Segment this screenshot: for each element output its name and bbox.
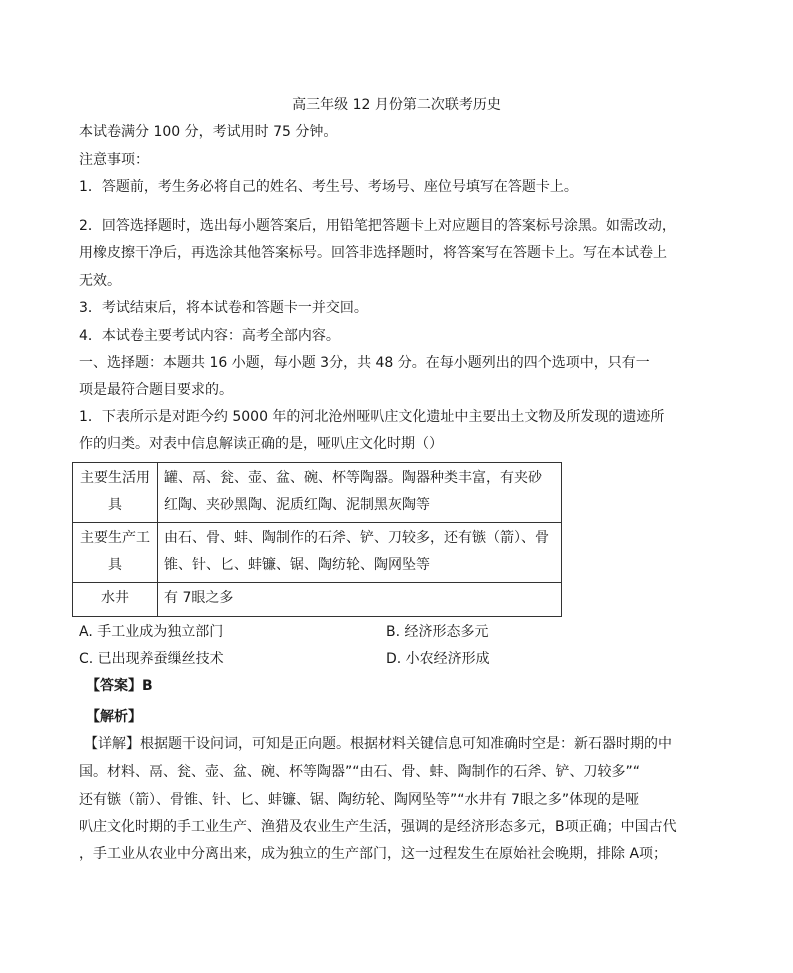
detail-line: 国。材料、鬲、瓮、壶、盆、碗、杯等陶器”“由石、骨、蚌、陶制作的石斧、铲、刀较多”“ bbox=[79, 764, 641, 780]
option-c: C. 已出现养蚕缫丝技术 bbox=[79, 651, 224, 667]
question-stem: 作的归类。对表中信息解读正确的是，哑叭庄文化时期（） bbox=[79, 436, 443, 452]
detail-line: 还有镞（箭）、骨锥、针、匕、蚌镰、锯、陶纺轮、陶网坠等”“水井有 7眼之多”体现的是哑 bbox=[79, 792, 640, 808]
notes-heading: 注意事项： bbox=[79, 152, 149, 168]
analysis-label: 【解析】 bbox=[86, 709, 142, 725]
note-line: 1．答题前，考生务必将自己的姓名、考生号、考场号、座位号填写在答题卡上。 bbox=[79, 179, 578, 195]
table-row bbox=[73, 583, 562, 617]
table-cell: 由石、骨、蚌、陶制作的石斧、铲、刀较多，还有镞（箭）、骨锥、针、匕、蚌镰、锯、陶纺轮、陶网坠等 bbox=[158, 523, 562, 583]
table-row bbox=[73, 523, 562, 583]
section-heading: 一、选择题：本题共 16 小题，每小题 3分，共 48 分。在每小题列出的四个选项中，只有一 bbox=[79, 355, 650, 371]
detail-line: 叭庄文化时期的手工业生产、渔猎及农业生产生活，强调的是经济形态多元，B项正确；中国古代 bbox=[79, 819, 677, 835]
note-line: 2．回答选择题时，选出每小题答案后，用铅笔把答题卡上对应题目的答案标号涂黑。如需改动， bbox=[79, 218, 676, 234]
detail-line: 【详解】根据题干设问词，可知是正向题。根据材料关键信息可知准确时空是：新石器时期的中 bbox=[84, 736, 672, 752]
note-line: 4．本试卷主要考试内容：高考全部内容。 bbox=[79, 328, 340, 344]
note-line: 3．考试结束后，将本试卷和答题卡一并交回。 bbox=[79, 300, 368, 316]
page-title: 高三年级 12 月份第二次联考历史 bbox=[292, 97, 501, 113]
exam-info: 本试卷满分 100 分，考试用时 75 分钟。 bbox=[79, 124, 338, 140]
question-stem: 1．下表所示是对距今约 5000 年的河北沧州哑叭庄文化遗址中主要出土文物及所发现的遗迹所 bbox=[79, 409, 665, 425]
section-heading: 项是最符合题目要求的。 bbox=[79, 382, 233, 398]
table-header-cell: 主要生活用具 bbox=[73, 463, 158, 523]
table-header-cell: 主要生产工具 bbox=[73, 523, 158, 583]
note-line: 无效。 bbox=[79, 273, 121, 289]
table-header-cell: 水井 bbox=[73, 583, 158, 617]
detail-line: ，手工业从农业中分离出来，成为独立的生产部门，这一过程发生在原始社会晚期，排除 A项； bbox=[79, 846, 668, 862]
table-cell: 罐、鬲、瓮、壶、盆、碗、杯等陶器。陶器种类丰富，有夹砂红陶、夹砂黑陶、泥质红陶、泥制黑灰陶等 bbox=[158, 463, 562, 523]
artifact-table bbox=[72, 462, 562, 617]
option-b: B. 经济形态多元 bbox=[386, 624, 489, 640]
option-d: D. 小农经济形成 bbox=[386, 651, 490, 667]
note-line: 用橡皮擦干净后，再选涂其他答案标号。回答非选择题时，将答案写在答题卡上。写在本试卷上 bbox=[79, 245, 667, 261]
table-cell: 有 7眼之多 bbox=[158, 583, 562, 617]
option-a: A. 手工业成为独立部门 bbox=[79, 624, 224, 640]
table-row bbox=[73, 463, 562, 523]
answer-label: 【答案】B bbox=[86, 678, 153, 694]
